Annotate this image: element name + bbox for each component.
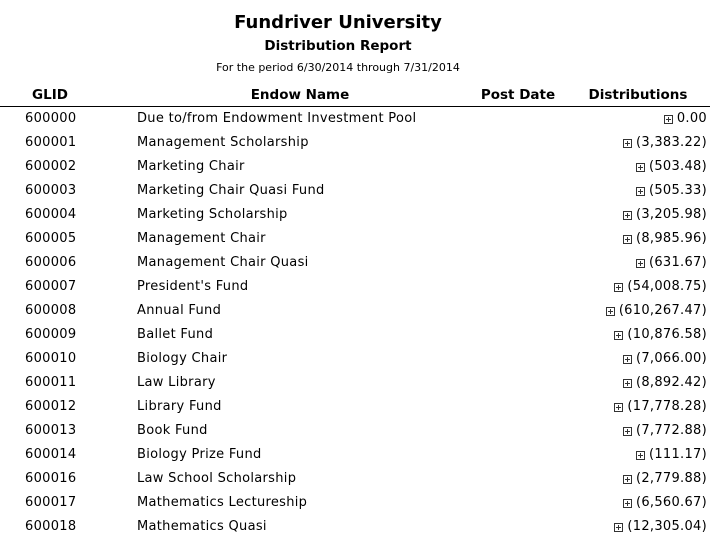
glid-cell: 600010: [25, 351, 77, 366]
distribution-amount: (3,383.22): [635, 135, 707, 150]
endow-name-cell: Biology Prize Fund: [137, 447, 262, 462]
expand-plus-icon[interactable]: [623, 355, 632, 364]
glid-cell: 600005: [25, 231, 77, 246]
distribution-table-body: [0, 107, 720, 539]
distribution-amount: (610,267.47): [618, 303, 707, 318]
endow-name-cell: Marketing Scholarship: [137, 207, 288, 222]
expand-plus-icon[interactable]: [623, 139, 632, 148]
glid-cell: 600006: [25, 255, 77, 270]
expand-plus-icon[interactable]: [614, 523, 623, 532]
glid-cell: 600013: [25, 423, 77, 438]
glid-cell: 600018: [25, 519, 77, 534]
glid-cell: 600011: [25, 375, 77, 390]
distribution-cell: [614, 278, 707, 296]
table-row: [0, 275, 720, 299]
endow-name-cell: Law School Scholarship: [137, 471, 297, 486]
table-row: [0, 443, 720, 467]
table-row: [0, 395, 720, 419]
endow-name-cell: Marketing Chair: [137, 159, 245, 174]
table-header: [0, 84, 710, 107]
distribution-amount: (503.48): [648, 159, 707, 174]
endow-name-cell: President's Fund: [137, 279, 249, 294]
endow-name-cell: Mathematics Quasi: [137, 519, 267, 534]
distribution-cell: [664, 110, 707, 128]
column-header-glid: GLID: [32, 87, 68, 103]
glid-cell: 600004: [25, 207, 77, 222]
endow-name-cell: Management Chair Quasi: [137, 255, 309, 270]
endow-name-cell: Marketing Chair Quasi Fund: [137, 183, 325, 198]
expand-plus-icon[interactable]: [614, 283, 623, 292]
glid-cell: 600017: [25, 495, 77, 510]
table-row: [0, 419, 720, 443]
glid-cell: 600007: [25, 279, 77, 294]
expand-plus-icon[interactable]: [623, 499, 632, 508]
endow-name-cell: Management Scholarship: [137, 135, 309, 150]
report-period: For the period 6/30/2014 through 7/31/2014: [216, 61, 460, 74]
endow-name-cell: Annual Fund: [137, 303, 222, 318]
column-header-post-date: Post Date: [480, 87, 556, 103]
expand-plus-icon[interactable]: [636, 451, 645, 460]
column-header-endow-name: Endow Name: [250, 87, 350, 103]
table-row: [0, 251, 720, 275]
distribution-cell: [636, 182, 707, 200]
table-row: [0, 131, 720, 155]
expand-plus-icon[interactable]: [623, 379, 632, 388]
distribution-cell: [614, 518, 707, 536]
endow-name-cell: Management Chair: [137, 231, 266, 246]
distribution-amount: (111.17): [648, 447, 707, 462]
distribution-amount: (54,008.75): [627, 279, 707, 294]
endow-name-cell: Library Fund: [137, 399, 222, 414]
distribution-amount: (6,560.67): [635, 495, 707, 510]
expand-plus-icon[interactable]: [623, 235, 632, 244]
distribution-cell: [623, 470, 707, 488]
table-row: [0, 299, 720, 323]
distribution-amount: (2,779.88): [635, 471, 707, 486]
table-row: [0, 227, 720, 251]
distribution-cell: [623, 134, 707, 152]
endow-name-cell: Law Library: [137, 375, 216, 390]
distribution-cell: [623, 494, 707, 512]
table-row: [0, 179, 720, 203]
endow-name-cell: Due to/from Endowment Investment Pool: [137, 111, 417, 126]
expand-plus-icon[interactable]: [636, 163, 645, 172]
report-subtitle: Distribution Report: [264, 38, 412, 54]
distribution-cell: [623, 374, 707, 392]
expand-plus-icon[interactable]: [636, 259, 645, 268]
table-row: [0, 371, 720, 395]
distribution-cell: [623, 230, 707, 248]
distribution-cell: [614, 398, 707, 416]
glid-cell: 600014: [25, 447, 77, 462]
expand-plus-icon[interactable]: [614, 403, 623, 412]
table-row: [0, 203, 720, 227]
table-row: [0, 323, 720, 347]
table-row: [0, 107, 720, 131]
endow-name-cell: Book Fund: [137, 423, 208, 438]
report-title: Fundriver University: [234, 12, 442, 33]
distribution-amount: (8,985.96): [635, 231, 707, 246]
glid-cell: 600016: [25, 471, 77, 486]
distribution-amount: 0.00: [676, 111, 707, 126]
distribution-cell: [623, 350, 707, 368]
table-row: [0, 515, 720, 539]
table-row: [0, 347, 720, 371]
distribution-cell: [606, 302, 707, 320]
distribution-amount: (10,876.58): [627, 327, 707, 342]
glid-cell: 600003: [25, 183, 77, 198]
glid-cell: 600009: [25, 327, 77, 342]
distribution-amount: (505.33): [648, 183, 707, 198]
distribution-amount: (17,778.28): [627, 399, 707, 414]
distribution-amount: (12,305.04): [627, 519, 707, 534]
distribution-cell: [636, 158, 707, 176]
distribution-cell: [636, 446, 707, 464]
distribution-cell: [614, 326, 707, 344]
glid-cell: 600002: [25, 159, 77, 174]
distribution-amount: (631.67): [648, 255, 707, 270]
expand-plus-icon[interactable]: [623, 475, 632, 484]
distribution-cell: [623, 422, 707, 440]
table-row: [0, 491, 720, 515]
expand-plus-icon[interactable]: [623, 427, 632, 436]
distribution-cell: [636, 254, 707, 272]
expand-plus-icon[interactable]: [664, 115, 673, 124]
endow-name-cell: Biology Chair: [137, 351, 228, 366]
table-row: [0, 467, 720, 491]
column-header-distributions: Distributions: [588, 87, 688, 103]
glid-cell: 600000: [25, 111, 77, 126]
expand-plus-icon[interactable]: [606, 307, 615, 316]
expand-plus-icon[interactable]: [636, 187, 645, 196]
glid-cell: 600012: [25, 399, 77, 414]
distribution-amount: (8,892.42): [635, 375, 707, 390]
glid-cell: 600008: [25, 303, 77, 318]
distribution-cell: [623, 206, 707, 224]
distribution-amount: (3,205.98): [635, 207, 707, 222]
expand-plus-icon[interactable]: [623, 211, 632, 220]
endow-name-cell: Ballet Fund: [137, 327, 214, 342]
glid-cell: 600001: [25, 135, 77, 150]
distribution-amount: (7,066.00): [635, 351, 707, 366]
table-row: [0, 155, 720, 179]
expand-plus-icon[interactable]: [614, 331, 623, 340]
endow-name-cell: Mathematics Lectureship: [137, 495, 308, 510]
distribution-amount: (7,772.88): [635, 423, 707, 438]
